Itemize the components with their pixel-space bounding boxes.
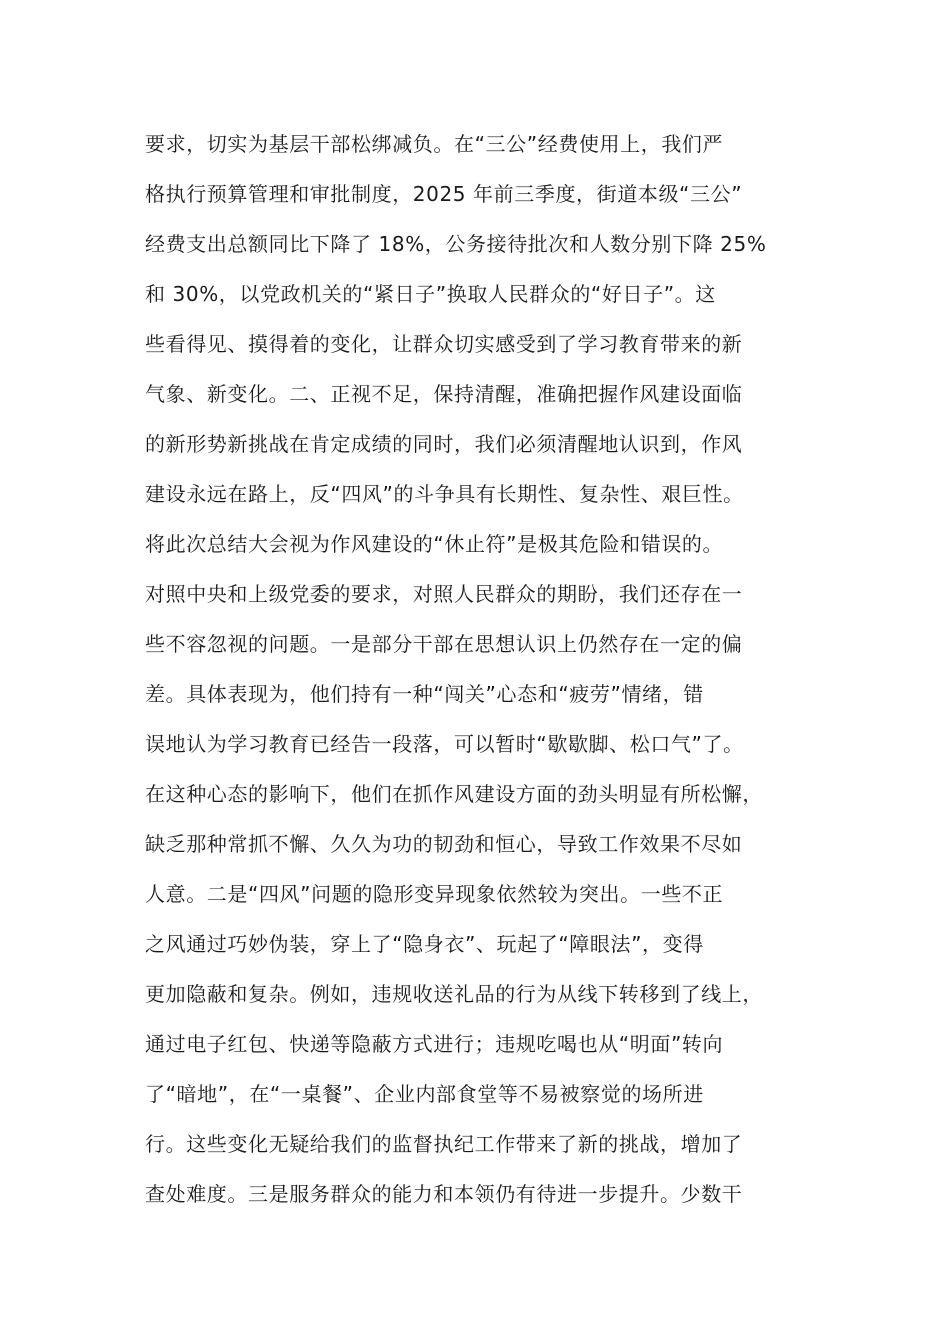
text-line-21: 行。这些变化无疑给我们的监督执纪工作带来了新的挑战，增加了 bbox=[145, 1132, 743, 1156]
text-line-12: 差。具体表现为，他们持有一种“闯关”心态和“疲劳”情绪，错 bbox=[145, 682, 704, 706]
document-body bbox=[145, 127, 825, 1227]
text-line-14: 在这种心态的影响下，他们在抓作风建设方面的劲头明显有所松懈， bbox=[145, 782, 763, 806]
text-line-20: 了“暗地”，在“一桌餐”、企业内部食堂等不易被察觉的场所进 bbox=[145, 1082, 704, 1106]
text-line-15: 缺乏那种常抓不懈、久久为功的韧劲和恒心，导致工作效果不尽如 bbox=[145, 832, 743, 856]
text-line-5: 些看得见、摸得着的变化，让群众切实感受到了学习教育带来的新 bbox=[145, 332, 743, 356]
text-line-22: 查处难度。三是服务群众的能力和本领仍有待进一步提升。少数干 bbox=[145, 1182, 743, 1206]
text-line-6: 气象、新变化。二、正视不足，保持清醒，准确把握作风建设面临 bbox=[145, 382, 743, 406]
text-line-9: 将此次总结大会视为作风建设的“休止符”是极其危险和错误的。 bbox=[145, 532, 724, 556]
text-line-10: 对照中央和上级党委的要求，对照人民群众的期盼，我们还存在一 bbox=[145, 582, 743, 606]
text-line-2: 格执行预算管理和审批制度，2025 年前三季度，街道本级“三公” bbox=[145, 182, 743, 206]
text-line-8: 建设永远在路上，反“四风”的斗争具有长期性、复杂性、艰巨性。 bbox=[145, 482, 744, 506]
text-line-18: 更加隐蔽和复杂。例如，违规收送礼品的行为从线下转移到了线上， bbox=[145, 982, 763, 1006]
text-line-19: 通过电子红包、快递等隐蔽方式进行；违规吃喝也从“明面”转向 bbox=[145, 1032, 724, 1056]
text-line-7: 的新形势新挑战在肯定成绩的同时，我们必须清醒地认识到，作风 bbox=[145, 432, 743, 456]
text-line-4: 和 30%，以党政机关的“紧日子”换取人民群众的“好日子”。这 bbox=[145, 282, 716, 306]
text-line-1: 要求，切实为基层干部松绑减负。在“三公”经费使用上，我们严 bbox=[145, 132, 724, 156]
text-line-11: 些不容忽视的问题。一是部分干部在思想认识上仍然存在一定的偏 bbox=[145, 632, 743, 656]
text-line-17: 之风通过巧妙伪装，穿上了“隐身衣”、玩起了“障眼法”，变得 bbox=[145, 932, 704, 956]
text-line-3: 经费支出总额同比下降了 18%，公务接待批次和人数分别下降 25% bbox=[145, 232, 767, 256]
text-line-13: 误地认为学习教育已经告一段落，可以暂时“歇歇脚、松口气”了。 bbox=[145, 732, 744, 756]
text-line-16: 人意。二是“四风”问题的隐形变异现象依然较为突出。一些不正 bbox=[145, 882, 724, 906]
